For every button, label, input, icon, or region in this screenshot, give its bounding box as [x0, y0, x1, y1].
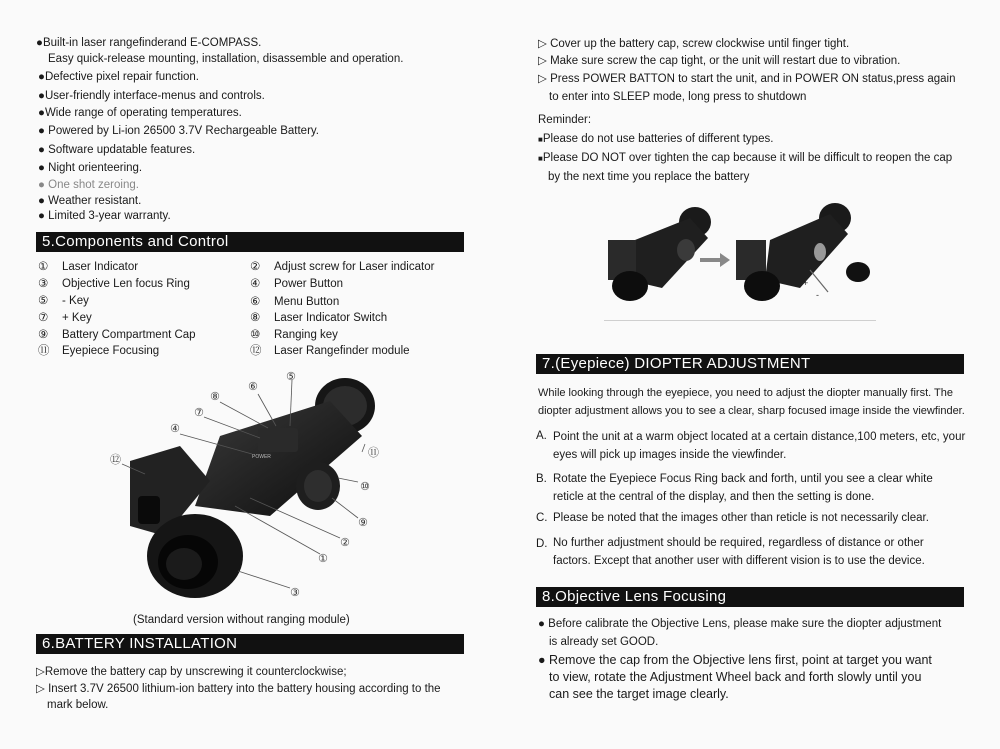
component-item: ④ Power Button: [250, 278, 344, 290]
diopter-intro: diopter adjustment allows you to see a clear, sharp focused image inside the viewfinder.: [538, 405, 965, 417]
battery-step: ▷Remove the battery cap by unscrewing it counterclockwise;: [36, 666, 347, 678]
callout-number: ⑨: [358, 516, 368, 529]
diopter-step: B.: [536, 473, 547, 485]
feature-item: ● Software updatable features.: [38, 144, 196, 156]
objective-step: can see the target image clearly.: [549, 687, 729, 701]
battery-cap: [846, 262, 870, 282]
feature-item: ● Weather resistant.: [38, 195, 142, 207]
diopter-step-text: Point the unit at a warm object located at a certain distance,100 meters, etc, your: [553, 431, 966, 443]
section-heading-diopter: 7.(Eyepiece) DIOPTER ADJUSTMENT: [536, 354, 964, 374]
feature-item: ● One shot zeroing.: [38, 179, 139, 191]
diopter-step: D.: [536, 538, 548, 550]
component-item: ⑥ Menu Button: [250, 296, 340, 308]
scope-body: [195, 401, 362, 516]
diopter-step-text: Please be noted that the images other than reticle is not necessarily clear.: [553, 512, 929, 524]
objective-step: is already set GOOD.: [549, 636, 659, 648]
diopter-step: A.: [536, 430, 547, 442]
battery-step: ▷ Make sure screw the cap tight, or the unit will restart due to vibration.: [538, 55, 901, 67]
feature-item: ●Defective pixel repair function.: [38, 71, 200, 83]
scope-diagram: [100, 366, 400, 606]
battery-step: ▷ Insert 3.7V 26500 lithium-ion battery into the battery housing according to the: [36, 683, 441, 695]
callout-number: ⑪: [368, 446, 379, 459]
reminder-item: ■Please DO NOT over tighten the cap because it will be difficult to reopen the cap: [538, 152, 953, 164]
callout-number: ⑫: [110, 453, 121, 466]
battery-step: ▷ Cover up the battery cap, screw clockwise until finger tight.: [538, 38, 850, 50]
battery-step: ▷ Press POWER BATTON to start the unit, and in POWER ON status,press again: [538, 73, 956, 85]
diopter-step-text: Rotate the Eyepiece Focus Ring back and forth, until you see a clear white: [553, 473, 933, 485]
diopter-step: C.: [536, 512, 548, 524]
diopter-step-text: eyes will pick up images inside the viewfinder.: [553, 449, 787, 461]
arrow-right-icon: [700, 253, 730, 267]
diopter-step-text: No further adjustment should be required, regardless of distance or other: [553, 537, 924, 549]
battery-step: mark below.: [47, 699, 109, 711]
callout-number: ⑤: [286, 370, 296, 383]
component-item: ⑤ - Key: [38, 295, 89, 307]
callout-number: ④: [170, 422, 180, 435]
svg-text:+: +: [803, 278, 809, 288]
section-heading-objective: 8.Objective Lens Focusing: [536, 587, 964, 607]
reminder-item: by the next time you replace the battery: [548, 171, 750, 183]
scope-after: [736, 203, 851, 301]
objective-step: ● Before calibrate the Objective Lens, please make sure the diopter adjustment: [538, 618, 942, 630]
component-item: ② Adjust screw for Laser indicator: [250, 261, 435, 273]
battery-step: to enter into SLEEP mode, long press to shutdown: [549, 91, 807, 103]
callout-number: ①: [318, 552, 328, 565]
objective-step: ● Remove the cap from the Objective lens first, point at target you want: [538, 653, 932, 667]
section-heading-components: 5.Components and Control: [36, 232, 464, 252]
component-item: ③ Objective Len focus Ring: [38, 278, 190, 290]
feature-item: ●Built-in laser rangefinderand E-COMPASS.: [36, 37, 262, 49]
callout-number: ⑥: [248, 380, 258, 393]
diopter-step-text: factors. Except that another user with different vision is to use the device.: [553, 555, 925, 567]
divider: [604, 320, 876, 321]
figure-caption: (Standard version without ranging module): [133, 614, 350, 626]
feature-item: Easy quick-release mounting, installation, disassemble and operation.: [48, 53, 404, 65]
feature-item: ●Wide range of operating temperatures.: [38, 107, 242, 119]
component-item: ⑪ Eyepiece Focusing: [38, 345, 160, 357]
component-item: ⑧ Laser Indicator Switch: [250, 312, 388, 324]
component-item: ⑩ Ranging key: [250, 329, 338, 341]
component-item: ① Laser Indicator: [38, 261, 139, 273]
feature-item: ● Night orienteering.: [38, 162, 143, 174]
feature-item: ● Powered by Li-ion 26500 3.7V Rechargeable Battery.: [38, 125, 320, 137]
diopter-intro: While looking through the eyepiece, you need to adjust the diopter manually first. The: [538, 387, 953, 399]
power-label: POWER: [252, 454, 271, 460]
callout-number: ③: [290, 586, 300, 599]
diopter-step-text: reticle at the central of the display, and then the setting is done.: [553, 491, 875, 503]
callout-number: ⑩: [360, 480, 370, 493]
svg-text:-: -: [816, 290, 819, 300]
objective-step: to view, rotate the Adjustment Wheel back and forth slowly until you: [549, 670, 922, 684]
callout-number: ⑦: [194, 406, 204, 419]
component-item: ⑫ Laser Rangefinder module: [250, 345, 410, 357]
component-item: ⑦ + Key: [38, 312, 92, 324]
component-item: ⑨ Battery Compartment Cap: [38, 329, 196, 341]
battery-cap-diagram: [600, 200, 880, 310]
control-buttons: [258, 428, 298, 452]
reminder-item: ■Please do not use batteries of different types.: [538, 133, 774, 145]
feature-item: ●User-friendly interface-menus and controls.: [38, 90, 265, 102]
section-heading-battery: 6.BATTERY INSTALLATION: [36, 634, 464, 654]
callout-number: ②: [340, 536, 350, 549]
reminder-title: Reminder:: [538, 114, 592, 126]
callout-number: ⑧: [210, 390, 220, 403]
feature-item: ● Limited 3-year warranty.: [38, 210, 171, 222]
scope-before: [608, 207, 711, 301]
